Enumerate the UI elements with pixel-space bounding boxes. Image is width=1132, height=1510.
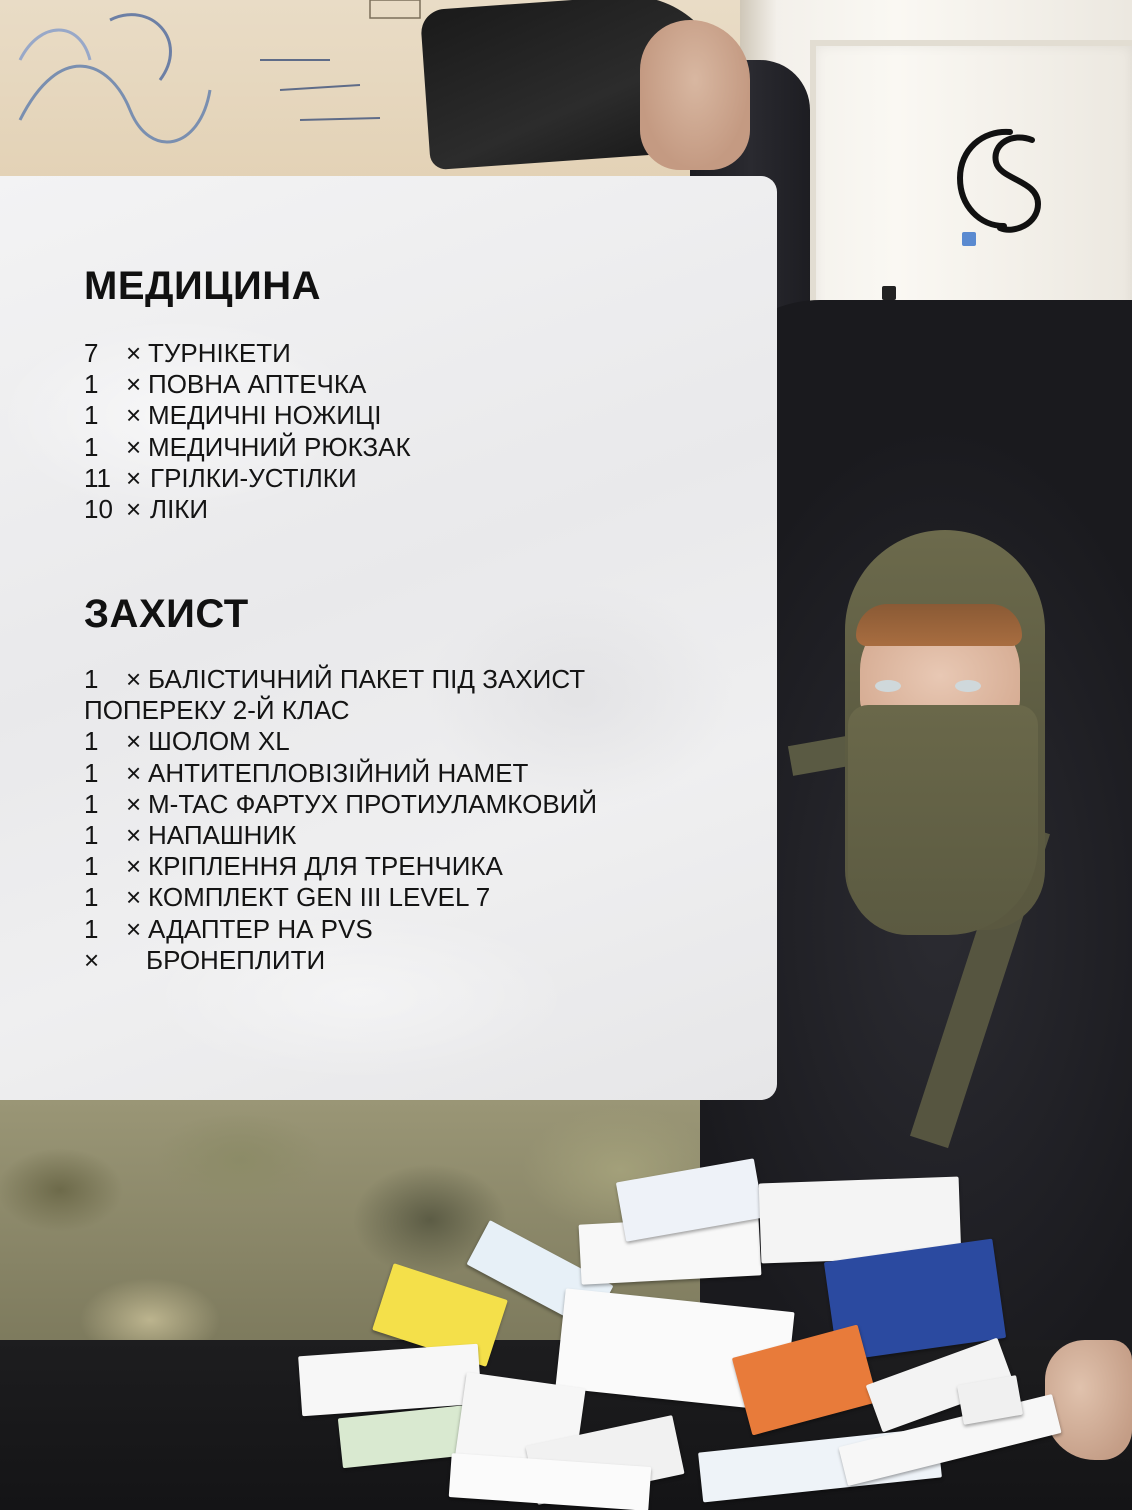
item-qty: 1 <box>84 400 99 431</box>
list-item <box>84 432 411 463</box>
multiply-sign: × <box>126 664 142 694</box>
list-item <box>84 664 597 726</box>
list-item <box>84 789 597 820</box>
item-qty: 1 <box>84 431 99 462</box>
multiply-sign: × <box>126 400 142 431</box>
cs-monogram-icon <box>952 124 1048 236</box>
item-name: ТУРНІКЕТИ <box>148 338 291 368</box>
multiply-sign: × <box>126 788 142 819</box>
multiply-sign: × <box>126 757 142 788</box>
multiply-sign: × <box>126 882 142 913</box>
multiply-sign: × <box>84 944 100 975</box>
item-qty: 1 <box>84 882 99 913</box>
list-item <box>84 914 597 945</box>
item-name: АНТИТЕПЛОВІЗІЙНИЙ НАМЕТ <box>148 757 529 788</box>
item-name: КОМПЛЕКТ GEN III LEVEL 7 <box>148 882 491 913</box>
multiply-sign: × <box>126 851 142 882</box>
list-item <box>84 463 411 494</box>
item-name: ПОВНА АПТЕЧКА <box>148 369 367 400</box>
item-qty: 1 <box>84 788 99 819</box>
item-name: ШОЛОМ XL <box>148 726 290 757</box>
item-name: МЕДИЧНІ НОЖИЦІ <box>148 400 382 431</box>
item-name: БАЛІСТИЧНИЙ ПАКЕТ ПІД ЗАХИСТ <box>148 664 586 694</box>
info-card <box>0 176 777 1100</box>
item-qty: 1 <box>84 726 99 757</box>
item-qty: 7 <box>84 338 99 368</box>
list-item <box>84 726 597 757</box>
sticker <box>882 286 896 300</box>
raised-hand <box>640 20 750 170</box>
list-item <box>84 338 411 369</box>
hair <box>856 604 1022 646</box>
item-qty: 1 <box>84 820 99 851</box>
resting-hand <box>1045 1340 1132 1460</box>
item-qty: 1 <box>84 369 99 400</box>
item-qty: 1 <box>84 851 99 882</box>
multiply-sign: × <box>126 726 142 757</box>
multiply-sign: × <box>126 913 142 944</box>
item-qty: 1 <box>84 757 99 788</box>
eye <box>875 680 901 692</box>
list-item <box>84 882 597 913</box>
item-name: МЕДИЧНИЙ РЮКЗАК <box>148 431 411 462</box>
multiply-sign: × <box>126 820 142 851</box>
multiply-sign: × <box>126 462 142 493</box>
item-qty: 11 <box>84 462 111 493</box>
list-item <box>84 400 411 431</box>
section-title-medicine: МЕДИЦИНА <box>84 264 321 308</box>
item-name: ГРІЛКИ-УСТІЛКИ <box>150 462 357 493</box>
multiply-sign: × <box>126 494 142 525</box>
section-title-protection: ЗАХИСТ <box>84 592 249 636</box>
item-qty: 1 <box>84 913 99 944</box>
item-name: НАПАШНИК <box>148 820 297 851</box>
list-item <box>84 851 597 882</box>
list-item <box>84 820 597 851</box>
item-name: M-TAC ФАРТУХ ПРОТИУЛАМКОВИЙ <box>148 788 598 819</box>
item-name: ЛІКИ <box>150 494 209 525</box>
item-name: БРОНЕПЛИТИ <box>146 944 326 975</box>
list-item <box>84 758 597 789</box>
list-item <box>84 945 597 976</box>
medicine-list <box>84 338 411 525</box>
list-item <box>84 494 411 525</box>
balaclava-lower <box>848 705 1038 935</box>
list-item <box>84 369 411 400</box>
item-qty: 10 <box>84 494 113 525</box>
protection-list <box>84 664 597 976</box>
multiply-sign: × <box>126 431 142 462</box>
eye <box>955 680 981 692</box>
item-name-continuation: ПОПЕРЕКУ 2-Й КЛАС <box>84 695 350 726</box>
item-name: АДАПТЕР НА PVS <box>148 913 373 944</box>
item-name: КРІПЛЕННЯ ДЛЯ ТРЕНЧИКА <box>148 851 503 882</box>
multiply-sign: × <box>126 338 142 368</box>
item-qty: 1 <box>84 664 99 694</box>
multiply-sign: × <box>126 369 142 400</box>
